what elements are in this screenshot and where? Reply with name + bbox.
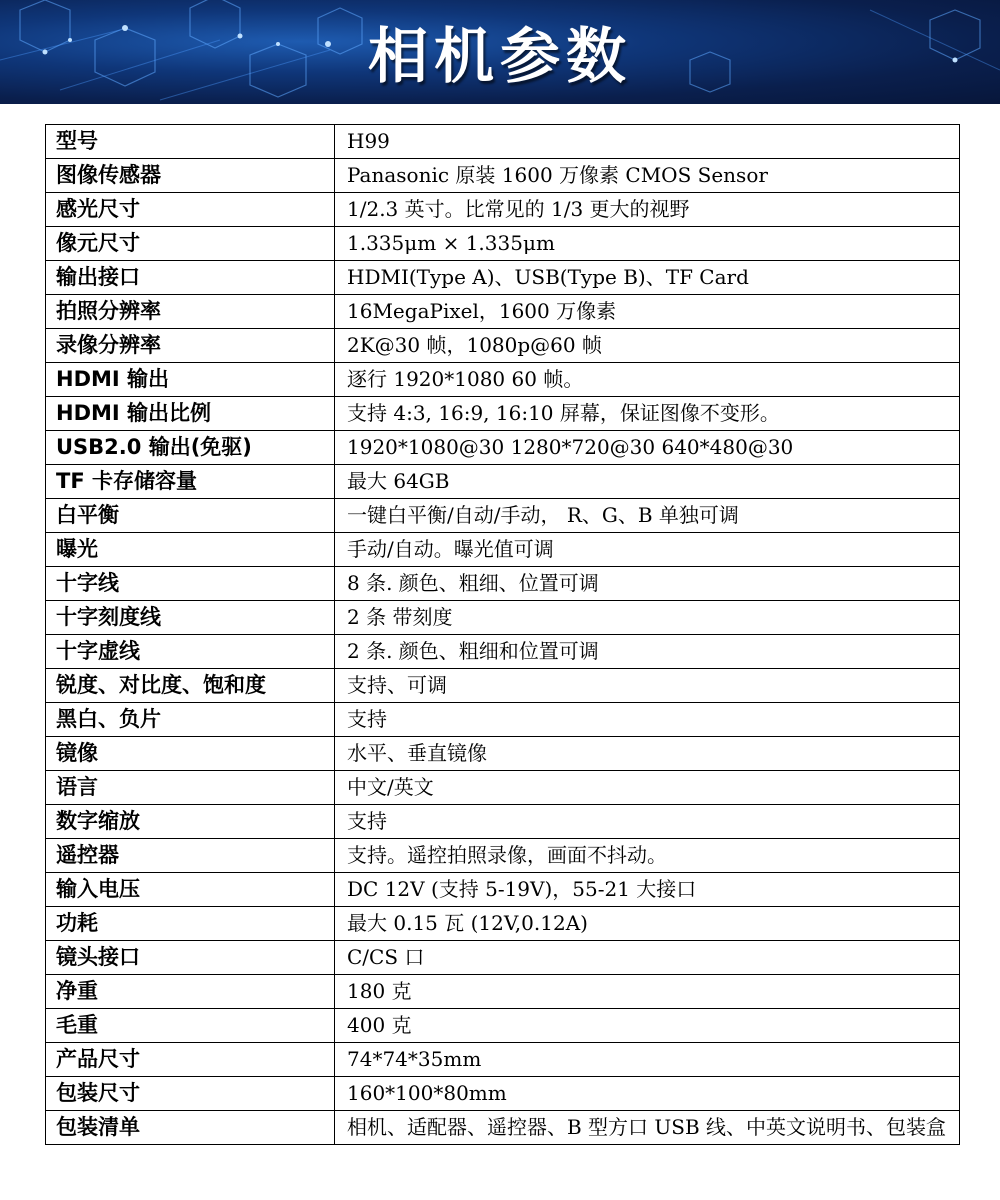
spec-row xyxy=(46,907,960,941)
spec-value: HDMI(Type A)、USB(Type B)、TF Card xyxy=(335,261,960,295)
spec-value: DC 12V (支持 5-19V)，55-21 大接口 xyxy=(335,873,960,907)
spec-label: 语言 xyxy=(46,771,335,805)
spec-value: 160*100*80mm xyxy=(335,1077,960,1111)
spec-value: C/CS 口 xyxy=(335,941,960,975)
spec-value: 支持、可调 xyxy=(335,669,960,703)
spec-value: 支持 xyxy=(335,703,960,737)
spec-label: 镜头接口 xyxy=(46,941,335,975)
spec-label: 净重 xyxy=(46,975,335,1009)
spec-row xyxy=(46,1111,960,1145)
spec-label: 十字线 xyxy=(46,567,335,601)
spec-row xyxy=(46,771,960,805)
spec-value: 2 条 带刻度 xyxy=(335,601,960,635)
spec-label: 曝光 xyxy=(46,533,335,567)
spec-label: TF 卡存储容量 xyxy=(46,465,335,499)
spec-value: 最大 64GB xyxy=(335,465,960,499)
spec-value: 最大 0.15 瓦 (12V,0.12A) xyxy=(335,907,960,941)
spec-value: 支持 4:3, 16:9, 16:10 屏幕，保证图像不变形。 xyxy=(335,397,960,431)
spec-row xyxy=(46,329,960,363)
spec-row xyxy=(46,227,960,261)
spec-row xyxy=(46,635,960,669)
spec-row xyxy=(46,295,960,329)
spec-label: HDMI 输出 xyxy=(46,363,335,397)
spec-label: 包装尺寸 xyxy=(46,1077,335,1111)
spec-row xyxy=(46,1077,960,1111)
spec-row xyxy=(46,1009,960,1043)
spec-row xyxy=(46,193,960,227)
spec-value: 一键白平衡/自动/手动， R、G、B 单独可调 xyxy=(335,499,960,533)
spec-label: 输出接口 xyxy=(46,261,335,295)
spec-label: 十字虚线 xyxy=(46,635,335,669)
spec-row xyxy=(46,363,960,397)
spec-row xyxy=(46,1043,960,1077)
spec-label: 毛重 xyxy=(46,1009,335,1043)
spec-table xyxy=(45,124,960,1145)
spec-value: 水平、垂直镜像 xyxy=(335,737,960,771)
spec-label: HDMI 输出比例 xyxy=(46,397,335,431)
spec-row xyxy=(46,431,960,465)
spec-label: 锐度、对比度、饱和度 xyxy=(46,669,335,703)
spec-label: 型号 xyxy=(46,125,335,159)
spec-value: 支持。遥控拍照录像，画面不抖动。 xyxy=(335,839,960,873)
spec-row xyxy=(46,601,960,635)
spec-row xyxy=(46,465,960,499)
spec-row xyxy=(46,159,960,193)
spec-row xyxy=(46,261,960,295)
spec-row xyxy=(46,125,960,159)
spec-value: 400 克 xyxy=(335,1009,960,1043)
spec-value: 2 条. 颜色、粗细和位置可调 xyxy=(335,635,960,669)
spec-value: 相机、适配器、遥控器、B 型方口 USB 线、中英文说明书、包装盒 xyxy=(335,1111,960,1145)
spec-value: 2K@30 帧，1080p@60 帧 xyxy=(335,329,960,363)
spec-value: 16MegaPixel，1600 万像素 xyxy=(335,295,960,329)
spec-label: 图像传感器 xyxy=(46,159,335,193)
spec-label: USB2.0 输出(免驱) xyxy=(46,431,335,465)
spec-label: 数字缩放 xyxy=(46,805,335,839)
spec-value: H99 xyxy=(335,125,960,159)
spec-value: 逐行 1920*1080 60 帧。 xyxy=(335,363,960,397)
spec-label: 白平衡 xyxy=(46,499,335,533)
spec-label: 像元尺寸 xyxy=(46,227,335,261)
spec-label: 十字刻度线 xyxy=(46,601,335,635)
spec-value: 1/2.3 英寸。比常见的 1/3 更大的视野 xyxy=(335,193,960,227)
spec-value: 中文/英文 xyxy=(335,771,960,805)
spec-label: 感光尺寸 xyxy=(46,193,335,227)
spec-row xyxy=(46,941,960,975)
spec-value: 74*74*35mm xyxy=(335,1043,960,1077)
spec-row xyxy=(46,703,960,737)
page-title: 相机参数 xyxy=(368,22,632,92)
spec-value: 1.335μm × 1.335μm xyxy=(335,227,960,261)
spec-row xyxy=(46,737,960,771)
spec-row xyxy=(46,805,960,839)
spec-value: 8 条. 颜色、粗细、位置可调 xyxy=(335,567,960,601)
spec-value: 180 克 xyxy=(335,975,960,1009)
spec-label: 功耗 xyxy=(46,907,335,941)
spec-row xyxy=(46,873,960,907)
spec-label: 遥控器 xyxy=(46,839,335,873)
spec-value: 1920*1080@30 1280*720@30 640*480@30 xyxy=(335,431,960,465)
spec-value: Panasonic 原装 1600 万像素 CMOS Sensor xyxy=(335,159,960,193)
spec-row xyxy=(46,397,960,431)
spec-label: 产品尺寸 xyxy=(46,1043,335,1077)
spec-row xyxy=(46,567,960,601)
spec-row xyxy=(46,975,960,1009)
spec-label: 录像分辨率 xyxy=(46,329,335,363)
spec-row xyxy=(46,669,960,703)
spec-label: 输入电压 xyxy=(46,873,335,907)
spec-row xyxy=(46,839,960,873)
spec-row xyxy=(46,499,960,533)
spec-label: 拍照分辨率 xyxy=(46,295,335,329)
spec-table-body xyxy=(46,125,960,1145)
spec-value: 手动/自动。曝光值可调 xyxy=(335,533,960,567)
spec-label: 包装清单 xyxy=(46,1111,335,1145)
spec-value: 支持 xyxy=(335,805,960,839)
spec-row xyxy=(46,533,960,567)
header-banner xyxy=(0,0,1000,104)
spec-label: 镜像 xyxy=(46,737,335,771)
spec-label: 黑白、负片 xyxy=(46,703,335,737)
